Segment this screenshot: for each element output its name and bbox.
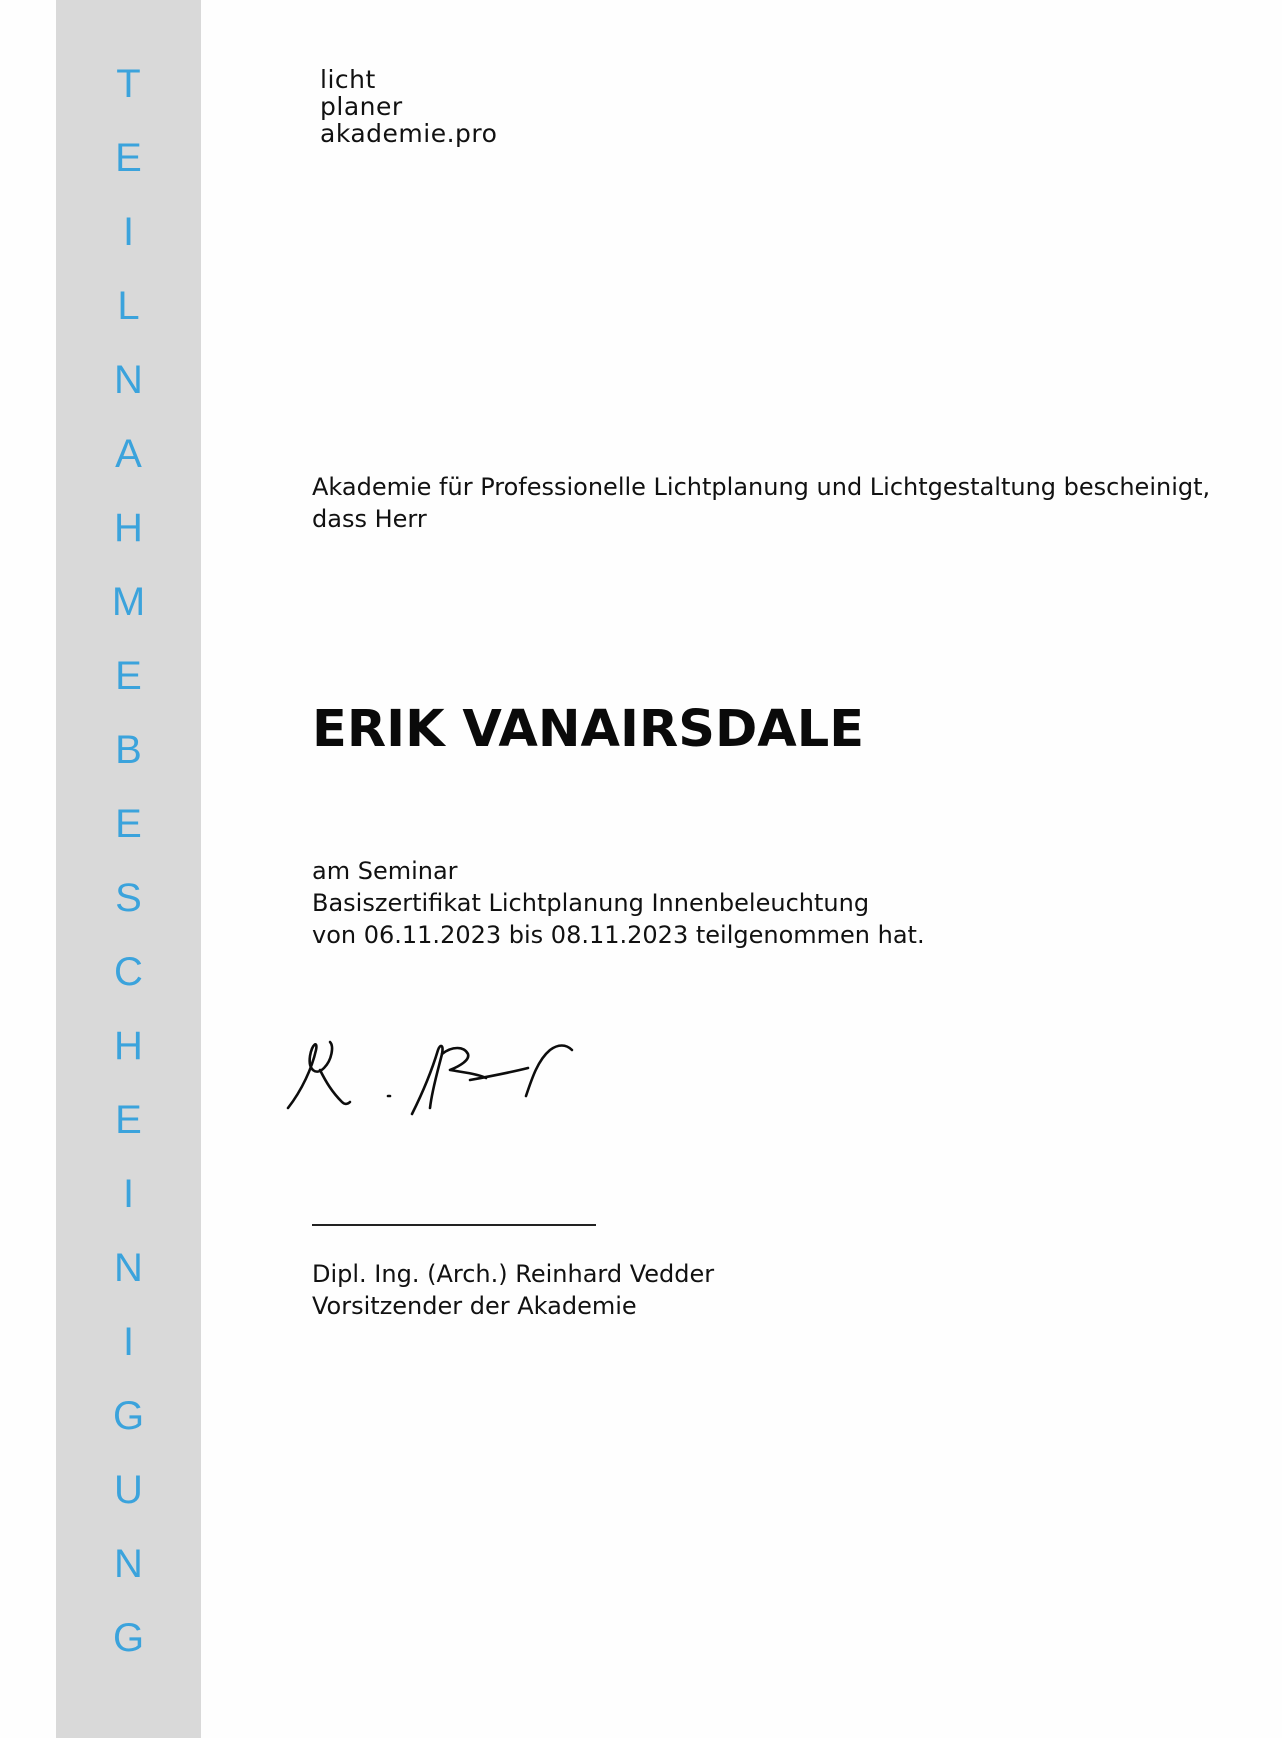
title-letter: A: [115, 432, 142, 476]
intro-paragraph: [312, 471, 1210, 535]
title-letter: H: [114, 506, 143, 550]
seminar-dates: von 06.11.2023 bis 08.11.2023 teilgenommen hat.: [312, 921, 925, 949]
handwritten-signature: [282, 1030, 622, 1120]
seminar-title: Basiszertifikat Lichtplanung Innenbeleuchtung: [312, 889, 870, 917]
signer-block: [312, 1258, 714, 1322]
title-letter: E: [115, 802, 142, 846]
title-letter: G: [112, 1394, 145, 1438]
signature-line: [312, 1224, 596, 1226]
title-letter: H: [114, 1024, 143, 1068]
title-letter: E: [115, 654, 142, 698]
title-letter: G: [112, 1616, 145, 1660]
seminar-line: am Seminar: [312, 857, 458, 885]
title-letter: I: [122, 210, 135, 254]
title-letter: C: [114, 950, 143, 994]
signer-name: Dipl. Ing. (Arch.) Reinhard Vedder: [312, 1260, 715, 1288]
title-letter: B: [115, 728, 142, 772]
title-letter: M: [111, 580, 146, 624]
seminar-paragraph: [312, 855, 925, 951]
signer-role: Vorsitzender der Akademie: [312, 1292, 637, 1320]
title-letter: N: [114, 1246, 143, 1290]
title-letter: E: [115, 1098, 142, 1142]
title-letter: I: [122, 1320, 135, 1364]
logo-line: licht: [320, 65, 376, 94]
intro-line: dass Herr: [312, 505, 427, 533]
title-letter: I: [122, 1172, 135, 1216]
title-letter: U: [114, 1468, 143, 1512]
logo-line: planer: [320, 92, 403, 121]
title-letter: T: [116, 62, 141, 106]
academy-logo: [320, 66, 497, 147]
title-letter: N: [114, 358, 143, 402]
title-letter: L: [117, 284, 140, 328]
vertical-title: [56, 54, 201, 1682]
title-letter: S: [115, 876, 142, 920]
title-letter: N: [114, 1542, 143, 1586]
recipient-name: ERIK VANAIRSDALE: [312, 700, 865, 759]
intro-line: Akademie für Professionelle Lichtplanung und Lichtgestaltung bescheinigt,: [312, 473, 1211, 501]
logo-line: akademie.pro: [320, 119, 498, 148]
title-letter: E: [115, 136, 142, 180]
sidebar-band: [56, 0, 201, 1738]
